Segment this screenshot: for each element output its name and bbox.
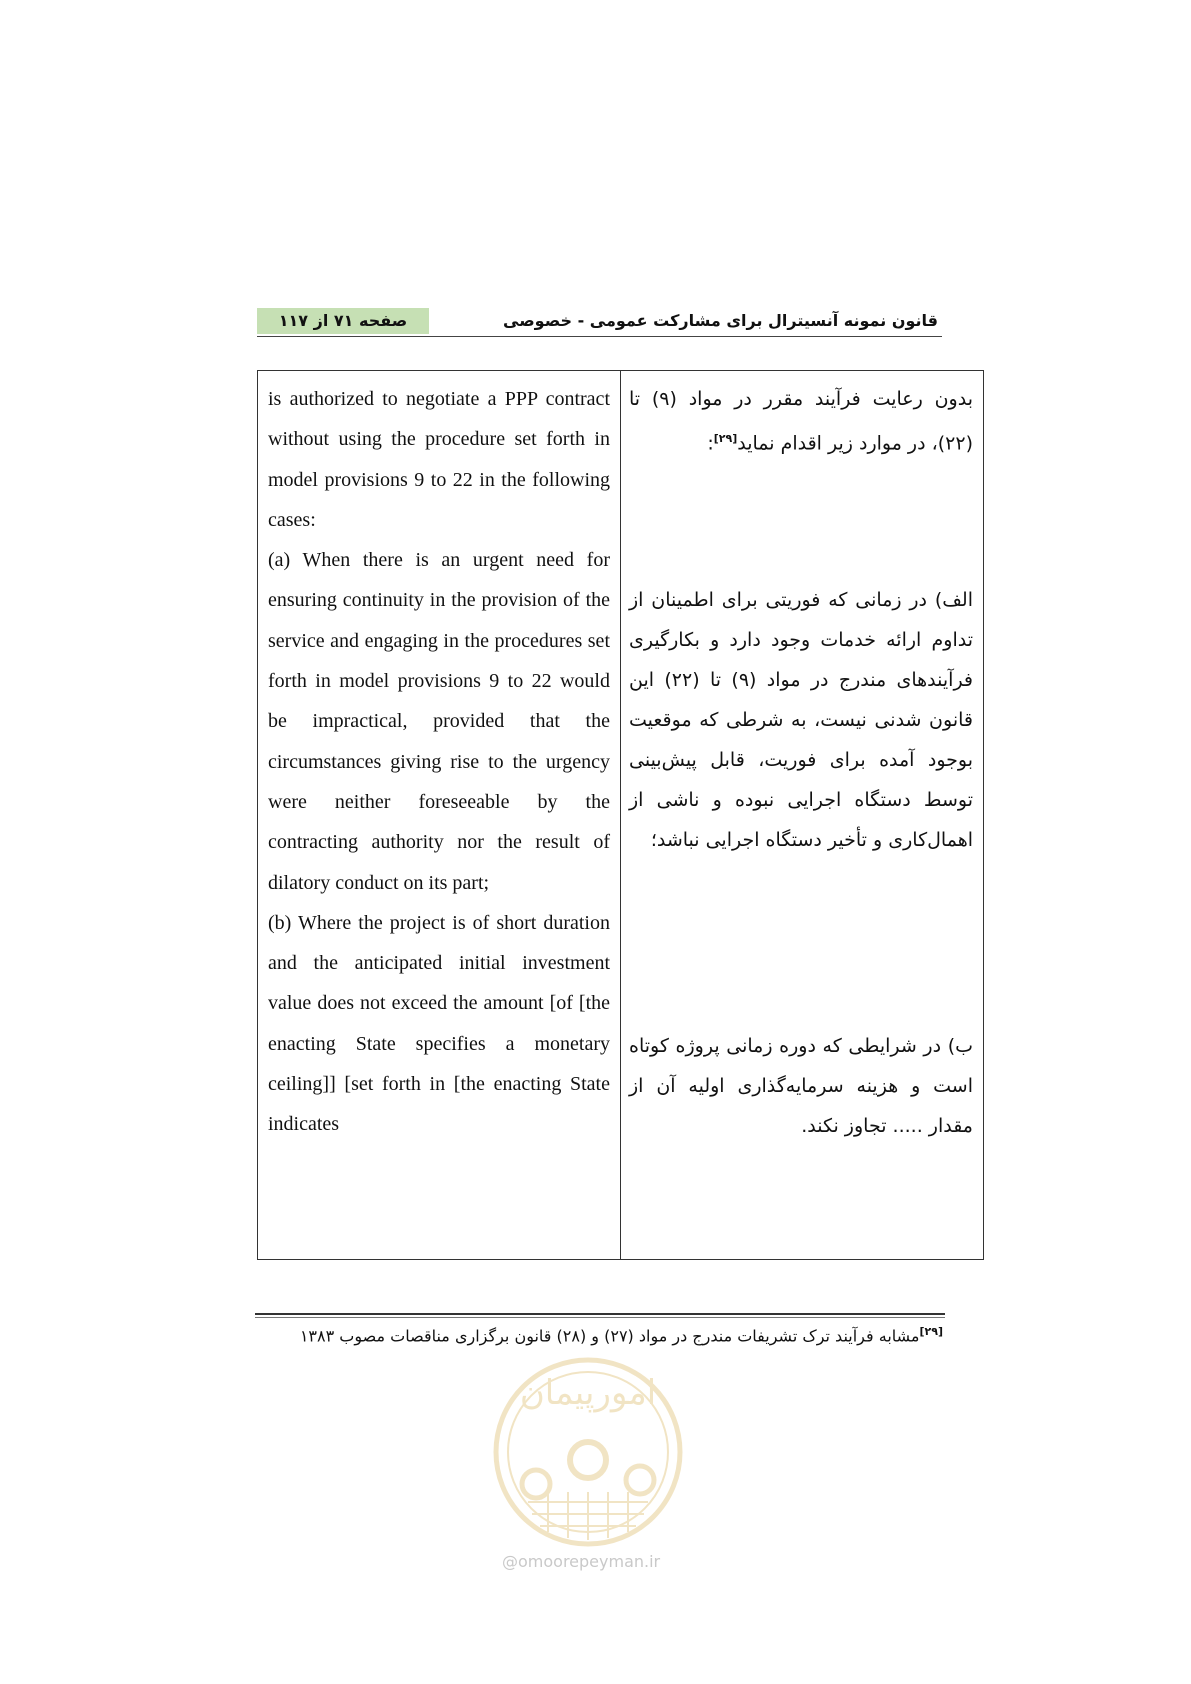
persian-paragraph-intro-text: بدون رعایت فرآیند مقرر در مواد (۹) تا (۲۲)، در موارد زیر اقدام نماید [629, 388, 973, 455]
persian-paragraph-intro [629, 379, 973, 463]
watermark-logo-text: امورپیمان [519, 1373, 657, 1413]
at-sign-icon: @ [502, 1552, 518, 1571]
footnote-reference[interactable]: [۲۹] [713, 432, 738, 445]
footnote-separator [255, 1313, 945, 1315]
table-row [258, 371, 984, 1260]
footnote-text: مشابه فرآیند ترک تشریفات مندرج در مواد (۲۷) و (۲۸) قانون برگزاری مناقصات مصوب ۱۳۸۳ [299, 1326, 920, 1346]
document-title: قانون نمونه آنسیترال برای مشارکت عمومی - خصوصی [503, 311, 938, 330]
english-paragraph-b: (b) Where the project is of short duration and the anticipated initial investment value does not exceed the amount [of [the enacting State specifies a monetary ceiling]] [set forth in [the enacting State indicates [268, 911, 610, 1136]
persian-paragraph-b: ب) در شرایطی که دوره زمانی پروژه کوتاه است و هزینه سرمایه‌گذاری اولیه آن از مقدار ..... تجاوز نکند. [629, 1035, 973, 1137]
watermark-logo-icon [488, 1342, 688, 1562]
watermark-url [502, 1552, 660, 1571]
english-paragraph-intro: is authorized to negotiate a PPP contract without using the procedure set forth in model provisions 9 to 22 in the following cases: [268, 388, 610, 531]
persian-paragraph-a: الف) در زمانی که فوریتی برای اطمینان از تداوم ارائه خدمات وجود دارد و بکارگیری فرآیندهای مندرج در مواد (۹) تا (۲۲) این قانون شدنی نیست، به شرطی که موقعیت بوجود آمده برای فوریت، قابل پیش‌بینی توسط دستگاه اجرایی نبوده و ناشی از اهمال‌کاری و تأخیر دستگاه اجرایی نباشد؛ [629, 589, 974, 851]
bilingual-table [257, 370, 984, 1260]
page-number-badge: صفحه ۷۱ از ۱۱۷ [257, 308, 429, 334]
persian-column [621, 371, 984, 1260]
watermark-url-text: omoorepeyman.ir [518, 1552, 661, 1571]
page-header [257, 306, 942, 337]
english-column [258, 371, 621, 1260]
persian-paragraph-intro-end: : [707, 432, 714, 455]
english-paragraph-a: (a) When there is an urgent need for ensuring continuity in the provision of the service and engaging in the procedures set forth in model provisions 9 to 22 would be impractical, provided that the circumstances giving rise to the urgency were neither foreseeable by the contracting authority nor the result of dilatory conduct on its part; [268, 549, 610, 894]
footnote-marker: [۲۹] [919, 1325, 943, 1338]
